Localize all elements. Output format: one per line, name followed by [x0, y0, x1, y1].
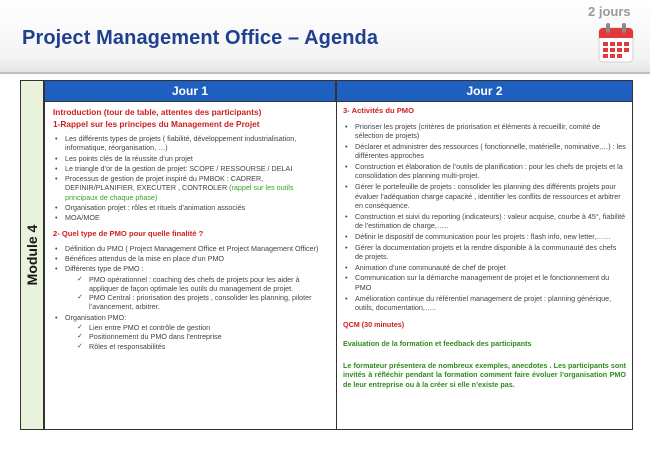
- green-note: (rappel sur les outils principaux de chaque phase): [65, 183, 294, 202]
- sub-list: [65, 275, 328, 312]
- list-item: • Définir le dispositif de communication pour les projets : flash info, new letter,……: [343, 232, 626, 241]
- day1-content: [44, 102, 336, 430]
- section2-title: 2- Quel type de PMO pour quelle finalité ?: [53, 228, 204, 238]
- list-item: [53, 313, 328, 351]
- list-item: • Organisation projet : rôles et rituels d’animation associés: [53, 203, 328, 212]
- section3-list: [343, 122, 626, 312]
- evaluation-label: Evaluation de la formation et feedback des participants: [343, 339, 532, 349]
- list-item: • Les différents types de projets ( fiabilité, développement industrialisation, informatique, réorganisation, …): [53, 134, 328, 153]
- trainer-note: Le formateur présentera de nombreux exemples, anecdotes . Les participants sont invités à réfléchir pendant la formation comment faire évoluer l’organisation PMO de leur entreprise ou à la créer si elle n’existe pas.: [343, 360, 626, 389]
- sub-list-item: ✓ PMO opérationnel : coaching des chefs de projets pour les aider à appliquer de façon optimale les outils du management de projet.: [65, 275, 328, 294]
- list-item: • Déclarer et administrer des ressources ( fonctionnelle, matérielle, nominative,…) : les différentes approches: [343, 142, 626, 161]
- list-item: • Le triangle d’or de la gestion de projet: SCOPE / RESSOURSE / DELAI: [53, 164, 328, 173]
- sub-list-item: ✓ PMO Central : priorisation des projets , consolider les planning, piloter l’avancement, arbitrer.: [65, 293, 328, 312]
- list-item: • Prioriser les projets (critères de priorisation et éléments à recueillir, comité de sélection de projets): [343, 122, 626, 141]
- day2-content: [336, 102, 633, 430]
- section1-title: 1-Rappel sur les principes du Management de Projet: [53, 119, 260, 129]
- list-item: • Animation d’une communauté de chef de projet: [343, 263, 626, 272]
- list-item-text: Processus de gestion de projet inspiré du PMBOK : CADRER, DEFINIR/PLANIFIER, EXECUTER , CONTROLER: [65, 174, 264, 193]
- list-item: • Construction et suivi du reporting (indicateurs) : valeur acquise, courbe à 45°, fiabilité de l’estimation de charge,…..: [343, 212, 626, 231]
- day1-header: Jour 1: [44, 80, 336, 102]
- module-column: [20, 80, 44, 430]
- list-item: • Les points clés de la réussite d’un projet: [53, 154, 328, 163]
- list-item: • Construction et élaboration de l’outils de planification : pour les chefs de projets et la consolidation des planning multi-projet.: [343, 162, 626, 181]
- list-item: [53, 264, 328, 311]
- list-item: • MOA/MOE: [53, 213, 328, 222]
- sub-list-item: ✓ Lien entre PMO et contrôle de gestion: [65, 323, 328, 332]
- calendar-icon: [597, 20, 635, 64]
- list-item-text: Différents type de PMO :: [65, 264, 144, 274]
- header-divider: [0, 72, 650, 74]
- day2-header: Jour 2: [336, 80, 633, 102]
- list-item: • Définition du PMO ( Project Management Office et Project Management Officer): [53, 244, 328, 253]
- list-item: • Gérer le portefeuille de projets : consolider les planning des différents projets pour évaluer l’adéquation charge capacité , identifier les conflits de ressources et arbitrer en conséquence.: [343, 182, 626, 210]
- sub-list-item: ✓ Positionnement du PMO dans l’entreprise: [65, 332, 328, 341]
- intro-heading: Introduction (tour de table, attentes des participants): [53, 107, 262, 117]
- qcm-label: QCM (30 minutes): [343, 320, 405, 330]
- section3-title: 3- Activités du PMO: [343, 106, 415, 115]
- section1-list: [53, 134, 328, 223]
- module-label: Module 4: [24, 224, 40, 286]
- page-title: Project Management Office – Agenda: [22, 27, 379, 49]
- list-item: [53, 174, 328, 202]
- header: [0, 0, 650, 72]
- list-item: • Communication sur la démarche management de projet et le fonctionnement du PMO: [343, 273, 626, 292]
- list-item-text: Organisation PMO:: [65, 312, 127, 322]
- section2-list: [53, 244, 328, 351]
- sub-list-item: ✓ Rôles et responsabilités: [65, 342, 328, 351]
- list-item: • Gérer la documentation projets et la rendre disponible à la communauté des chefs de projets.: [343, 243, 626, 262]
- list-item: • Bénéfices attendus de la mise en place d’un PMO: [53, 254, 328, 263]
- duration-label: 2 jours: [588, 4, 631, 19]
- sub-list: [65, 323, 328, 351]
- list-item: • Amélioration continue du référentiel management de projet : planning générique, outils, documentation,…..: [343, 294, 626, 313]
